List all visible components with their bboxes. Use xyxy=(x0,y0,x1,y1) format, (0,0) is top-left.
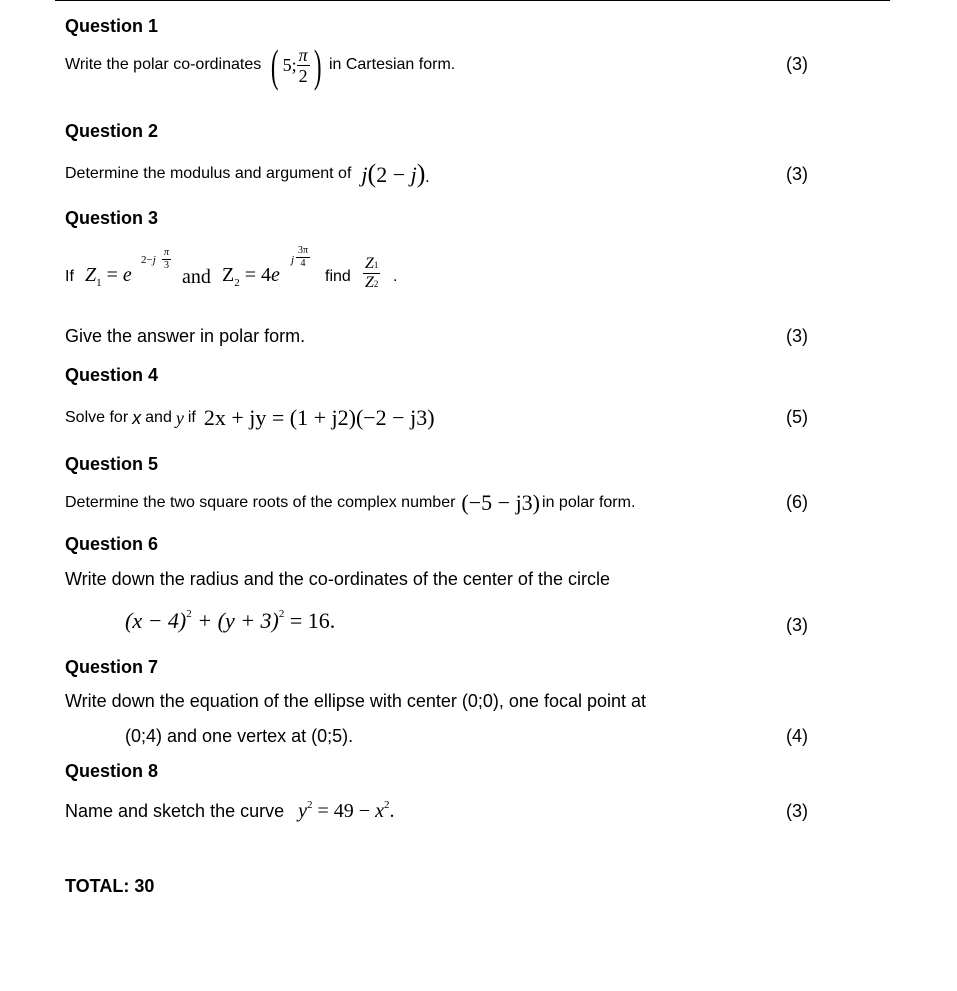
total-marks: TOTAL: 30 xyxy=(65,876,155,896)
polar-coordinates: ( 5; $\frac{\pi}{2}$ ) xyxy=(271,39,322,91)
question-2-text: Determine the modulus and argument of j(2 − j). xyxy=(65,159,430,188)
z1-expression: $Z_1 = e$ xyxy=(85,264,132,289)
question-8-heading: Question 8 xyxy=(65,761,159,781)
z2-exponent-fraction: $\frac{3\pi}{4}$ xyxy=(298,245,309,269)
question-1-heading: Question 1 xyxy=(65,16,159,36)
curve-equation: $y^2 = 49 - x^2$. xyxy=(298,798,395,822)
top-rule xyxy=(55,0,890,1)
circle-equation: $(x - 4)^2 + (y + 3)^2 = 16$. xyxy=(125,608,336,633)
question-7-text-line-1: Write down the equation of the ellipse with center (0;0), one focal point at xyxy=(65,691,647,711)
question-7-text-line-2: (0;4) and one vertex at (0;5). xyxy=(125,726,354,746)
z1-exponent-fraction: $\frac{\pi}{3}$ xyxy=(164,247,170,271)
question-6-marks: (3) xyxy=(786,615,808,635)
question-7-marks: (4) xyxy=(786,726,808,746)
question-5-complex-number: (−5 − j3) xyxy=(461,490,541,515)
question-3-answer-instruction: Give the answer in polar form. xyxy=(65,326,306,346)
question-4-marks: (5) xyxy=(786,407,808,427)
question-3-expression: If $Z_1 = e$ 2−j $\frac{\pi}{3}$ and $Z_2 = 4e$ j $\frac{3\pi}{4}$ find $\frac{Z1}{Z2}$ . xyxy=(65,245,398,291)
question-5-marks: (6) xyxy=(786,492,808,512)
question-4-heading: Question 4 xyxy=(65,365,159,385)
question-6-text: Write down the radius and the co-ordinates of the center of the circle xyxy=(65,569,610,589)
question-8-text: Name and sketch the curve $y^2 = 49 - x^2$. xyxy=(65,798,395,822)
question-2-heading: Question 2 xyxy=(65,121,159,141)
question-1-marks: (3) xyxy=(786,54,808,74)
question-3-marks: (3) xyxy=(786,326,808,346)
question-2-marks: (3) xyxy=(786,164,808,184)
question-7-heading: Question 7 xyxy=(65,657,159,677)
question-5-text: Determine the two square roots of the complex number (−5 − j3) in polar form. xyxy=(65,490,636,515)
z1-exponent: 2−j xyxy=(141,254,156,266)
question-8-marks: (3) xyxy=(786,801,808,821)
question-5-heading: Question 5 xyxy=(65,454,159,474)
question-4-equation: 2x + jy = (1 + j2)(−2 − j3) xyxy=(203,405,435,430)
question-2-expression: j(2 − j). xyxy=(361,159,430,188)
z2-expression: $Z_2 = 4e$ xyxy=(222,264,280,289)
question-1-text: Write the polar co-ordinates ( 5; $\frac{\pi}{2}$ ) in Cartesian form. xyxy=(65,39,456,91)
question-6-heading: Question 6 xyxy=(65,534,159,554)
question-4-text: Solve for x and y if 2x + jy = (1 + j2)(−2 − j3) xyxy=(65,405,435,430)
z-ratio: $\frac{Z1}{Z2}$ xyxy=(365,255,379,291)
question-3-heading: Question 3 xyxy=(65,208,159,228)
